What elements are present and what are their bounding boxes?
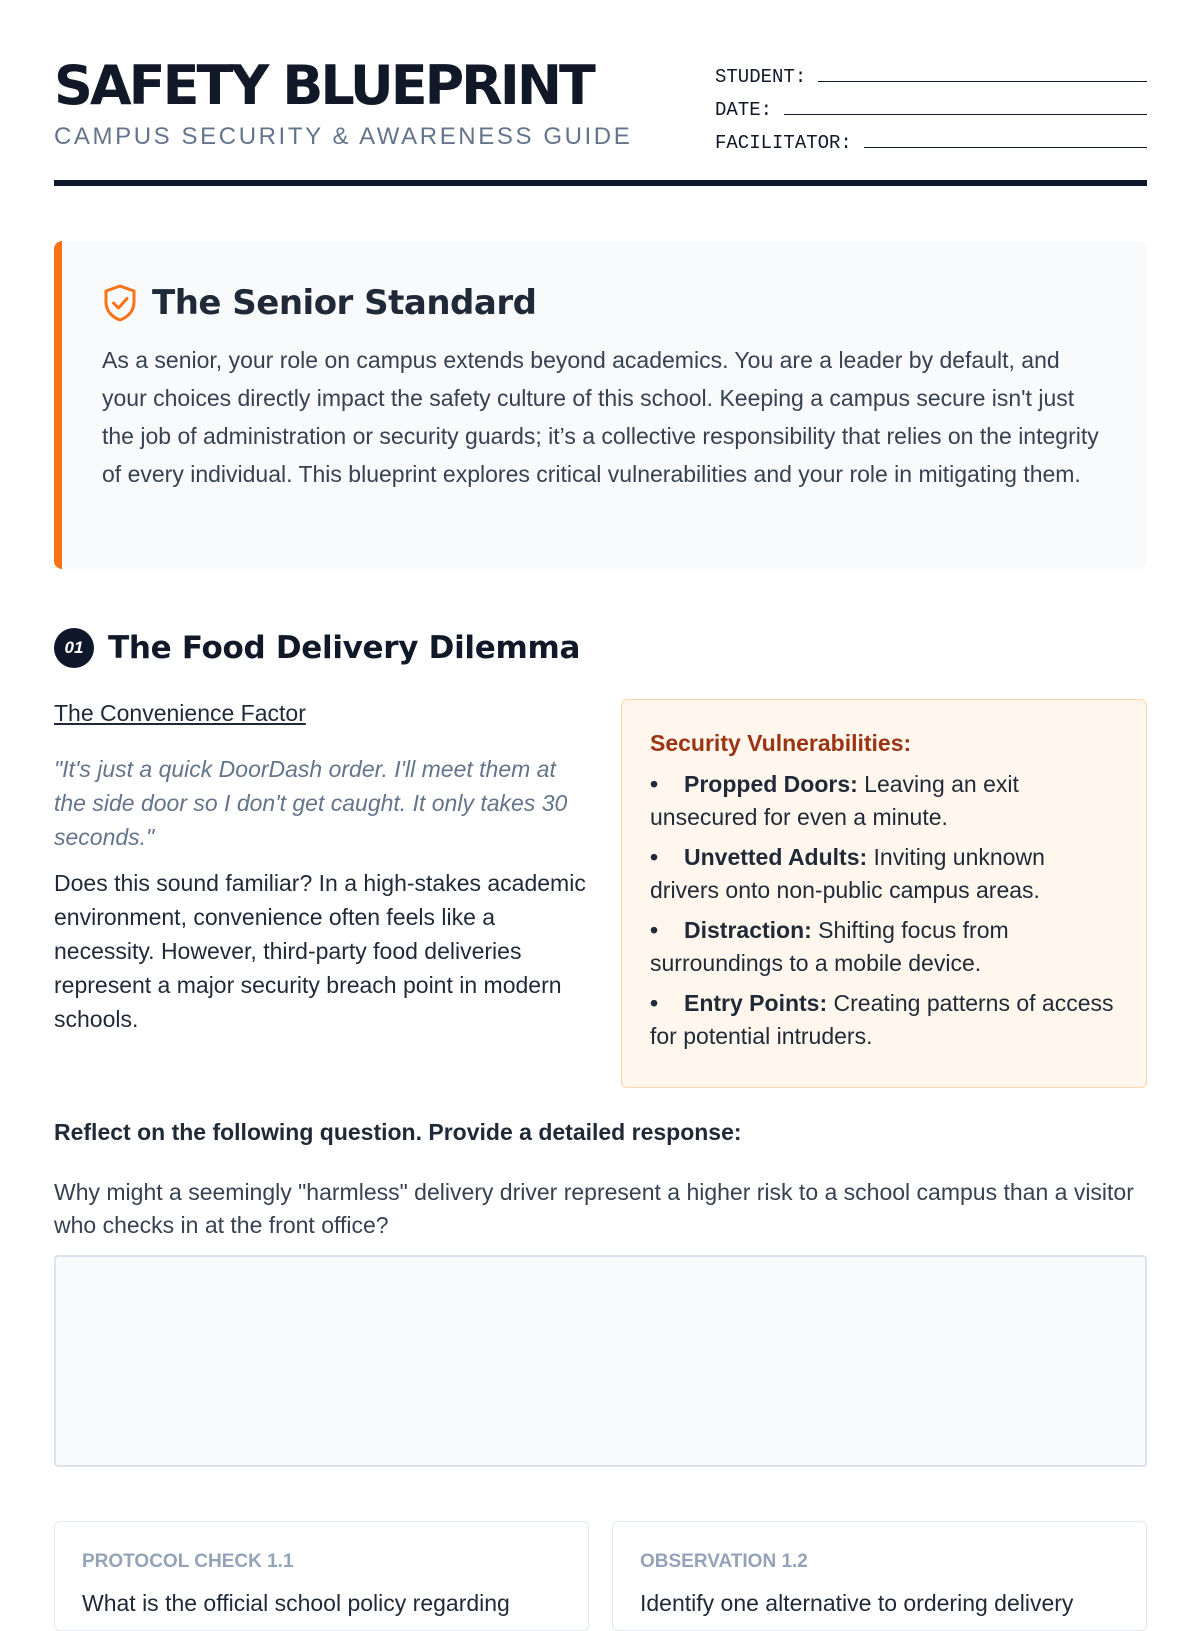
vulnerability-term: Unvetted Adults: <box>684 844 868 870</box>
facilitator-field-line[interactable] <box>864 147 1147 148</box>
observation-card <box>612 1521 1147 1631</box>
section-title: The Food Delivery Dilemma <box>108 630 581 666</box>
vulnerability-term: Propped Doors: <box>684 771 858 797</box>
date-field-label: DATE: <box>715 99 773 121</box>
senior-standard-body: As a senior, your role on campus extends beyond academics. You are a leader by default, and your choices directly impact the safety culture of this school. Keeping a campus secure isn't just the job of administration or security guards; it’s a collective responsibility that relies on the integrity of every individual. This blueprint explores critical vulnerabilities and your role in mitigating them. <box>102 347 1099 487</box>
student-info-fields <box>715 55 1147 154</box>
observation-title: OBSERVATION 1.2 <box>640 1551 808 1572</box>
section-subheading: The Convenience Factor <box>54 700 306 726</box>
reflection-prompt: Reflect on the following question. Provide a detailed response: <box>54 1119 742 1145</box>
vulnerability-term: Distraction: <box>684 917 812 943</box>
header-divider <box>54 180 1147 186</box>
section-number-badge: 01 <box>54 628 94 668</box>
protocol-check-card <box>54 1521 589 1631</box>
vulnerabilities-title: Security Vulnerabilities: <box>650 730 912 756</box>
reflection-answer-field[interactable] <box>54 1255 1147 1467</box>
student-field-line[interactable] <box>818 81 1147 82</box>
senior-standard-title: The Senior Standard <box>152 283 537 323</box>
facilitator-field-label: FACILITATOR: <box>715 132 852 154</box>
section-body-text: Does this sound familiar? In a high-stakes academic environment, convenience often feels like a necessity. However, third-party food deliveries represent a major security breach point in modern schools. <box>54 870 586 1032</box>
shield-check-icon <box>102 283 138 323</box>
list-item <box>650 768 1118 834</box>
bullet-icon: • <box>650 917 659 943</box>
page-subtitle: CAMPUS SECURITY & AWARENESS GUIDE <box>54 123 633 150</box>
bullet-icon: • <box>650 844 659 870</box>
senior-standard-callout <box>54 241 1147 569</box>
list-item <box>650 914 1118 980</box>
bullet-icon: • <box>650 990 659 1016</box>
security-vulnerabilities-box <box>621 699 1147 1088</box>
reflection-question: Why might a seemingly "harmless" delivery driver represent a higher risk to a school campus than a visitor who checks in at the front office? <box>54 1179 1134 1238</box>
section-heading <box>54 628 580 668</box>
protocol-check-body: What is the official school policy regarding <box>82 1590 510 1616</box>
vulnerability-text: Inviting unknown drivers onto non-public campus areas. <box>650 844 1045 903</box>
student-field[interactable] <box>715 55 1147 88</box>
page-title: SAFETY BLUEPRINT <box>54 54 593 117</box>
student-field-label: STUDENT: <box>715 66 807 88</box>
worksheet-header <box>54 55 1147 185</box>
vulnerability-text: Shifting focus from surroundings to a mobile device. <box>650 917 1009 976</box>
bullet-icon: • <box>650 771 659 797</box>
date-field[interactable] <box>715 88 1147 121</box>
protocol-check-title: PROTOCOL CHECK 1.1 <box>82 1551 294 1572</box>
date-field-line[interactable] <box>784 114 1147 115</box>
vulnerability-text: Leaving an exit unsecured for even a minute. <box>650 771 1019 830</box>
student-quote: "It's just a quick DoorDash order. I'll meet them at the side door so I don't get caught. It only takes 30 seconds." <box>54 756 568 850</box>
observation-body: Identify one alternative to ordering delivery <box>640 1590 1074 1616</box>
facilitator-field[interactable] <box>715 121 1147 154</box>
list-item <box>650 987 1118 1053</box>
vulnerability-text: Creating patterns of access for potential intruders. <box>650 990 1114 1049</box>
list-item <box>650 841 1118 907</box>
vulnerability-term: Entry Points: <box>684 990 828 1016</box>
vulnerabilities-list <box>650 768 1118 1053</box>
section-intro-column <box>54 698 594 1036</box>
senior-standard-heading <box>102 283 536 323</box>
